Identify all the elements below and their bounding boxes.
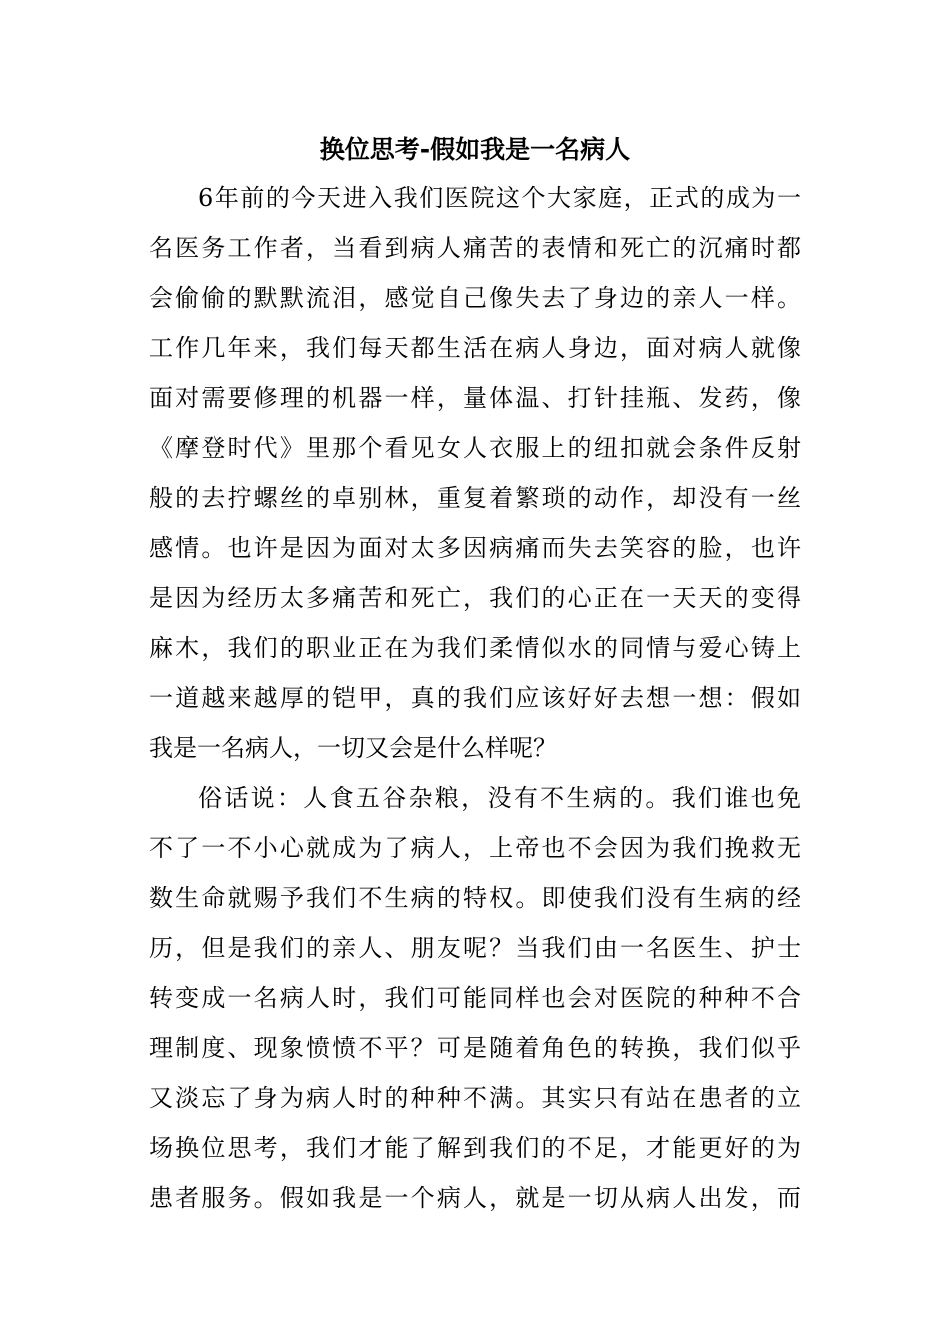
text-line: 一道越来越厚的铠甲，真的我们应该好好去想一想：假如 <box>149 684 801 712</box>
text-line: 感情。也许是因为面对太多因病痛而失去笑容的脸，也许 <box>149 534 801 562</box>
text-line: 面对需要修理的机器一样，量体温、打针挂瓶、发药，像 <box>149 384 801 412</box>
text-line: 场换位思考，我们才能了解到我们的不足，才能更好的为 <box>149 1134 801 1162</box>
text-line: 理制度、现象愤愤不平？可是随着角色的转换，我们似乎 <box>149 1034 801 1062</box>
text-line: 患者服务。假如我是一个病人，就是一切从病人出发，而 <box>149 1184 801 1212</box>
text-line: 转变成一名病人时，我们可能同样也会对医院的种种不合 <box>149 984 801 1012</box>
text-line: 麻木，我们的职业正在为我们柔情似水的同情与爱心铸上 <box>149 634 801 662</box>
text-line: 般的去拧螺丝的卓别林，重复着繁琐的动作，却没有一丝 <box>149 484 801 512</box>
text-line: 会偷偷的默默流泪，感觉自己像失去了身边的亲人一样。 <box>149 284 801 312</box>
text-line: 不了一不小心就成为了病人，上帝也不会因为我们挽救无 <box>149 834 801 862</box>
text-line: 我是一名病人，一切又会是什么样呢？ <box>149 734 557 762</box>
text-line: 6年前的今天进入我们医院这个大家庭，正式的成为一 <box>198 184 801 212</box>
text-line: 俗话说：人食五谷杂粮，没有不生病的。我们谁也免 <box>198 784 801 812</box>
text-line: 又淡忘了身为病人时的种种不满。其实只有站在患者的立 <box>149 1084 801 1112</box>
text-line: 名医务工作者，当看到病人痛苦的表情和死亡的沉痛时都 <box>149 234 801 262</box>
text-line: 是因为经历太多痛苦和死亡，我们的心正在一天天的变得 <box>149 584 801 612</box>
text-line: 工作几年来，我们每天都生活在病人身边，面对病人就像 <box>149 334 801 362</box>
text-line: 数生命就赐予我们不生病的特权。即使我们没有生病的经 <box>149 884 801 912</box>
document-title: 换位思考-假如我是一名病人 <box>319 135 631 164</box>
text-line: 《摩登时代》里那个看见女人衣服上的纽扣就会条件反射 <box>149 434 801 462</box>
text-line: 历，但是我们的亲人、朋友呢？当我们由一名医生、护士 <box>149 934 801 962</box>
